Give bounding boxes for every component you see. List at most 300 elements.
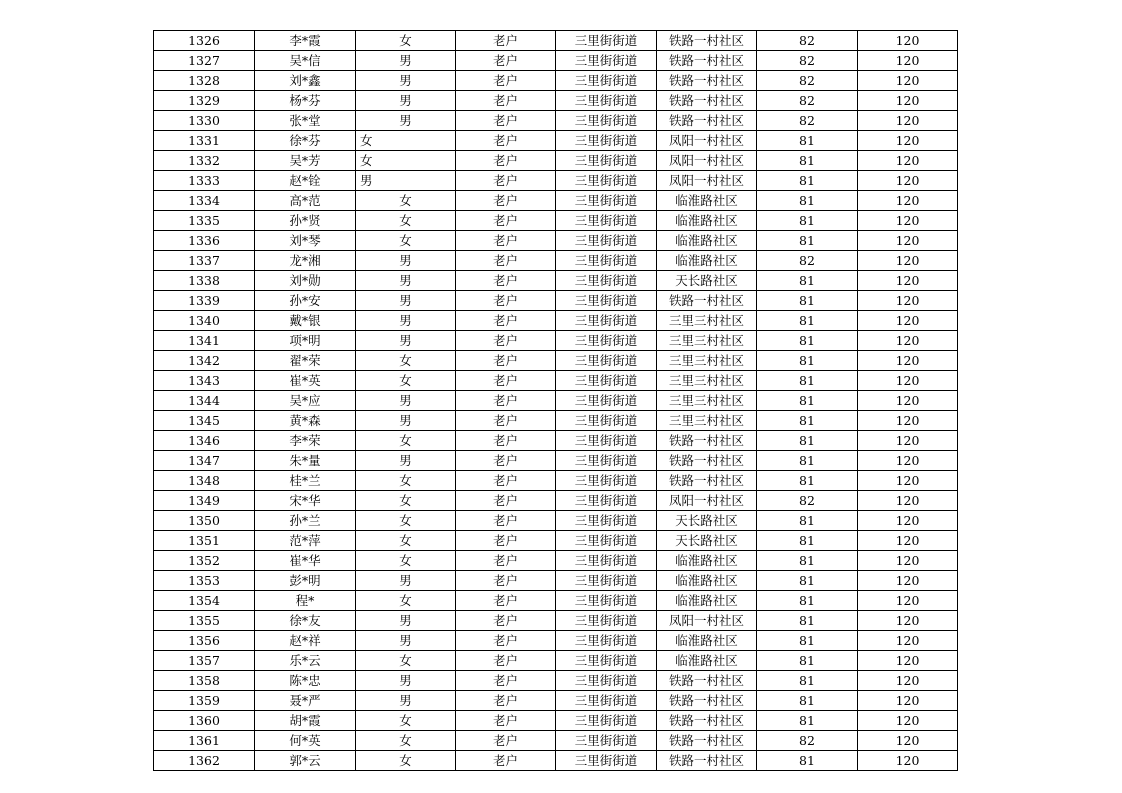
table-row (154, 711, 958, 731)
cell-id: 1342 (154, 351, 255, 371)
cell-id: 1347 (154, 451, 255, 471)
cell-street: 三里街街道 (556, 131, 657, 151)
cell-household-type: 老户 (456, 51, 556, 71)
cell-name: 崔*英 (255, 371, 356, 391)
cell-gender: 女 (356, 711, 456, 731)
cell-street: 三里街街道 (556, 751, 657, 771)
cell-community: 铁路一村社区 (657, 71, 757, 91)
table-row (154, 231, 958, 251)
table-row (154, 371, 958, 391)
cell-amount: 120 (858, 451, 958, 471)
cell-gender: 男 (356, 91, 456, 111)
cell-age: 81 (757, 371, 858, 391)
cell-amount: 120 (858, 311, 958, 331)
cell-community: 凤阳一村社区 (657, 171, 757, 191)
table-row (154, 651, 958, 671)
table-row (154, 451, 958, 471)
cell-age: 81 (757, 511, 858, 531)
cell-id: 1327 (154, 51, 255, 71)
table-row (154, 671, 958, 691)
cell-name: 戴*银 (255, 311, 356, 331)
table-row (154, 471, 958, 491)
cell-household-type: 老户 (456, 631, 556, 651)
cell-amount: 120 (858, 651, 958, 671)
cell-age: 81 (757, 611, 858, 631)
cell-gender: 男 (356, 111, 456, 131)
cell-id: 1333 (154, 171, 255, 191)
cell-community: 铁路一村社区 (657, 451, 757, 471)
cell-gender: 女 (356, 191, 456, 211)
cell-name: 龙*湘 (255, 251, 356, 271)
cell-id: 1360 (154, 711, 255, 731)
cell-community: 临淮路社区 (657, 191, 757, 211)
cell-age: 81 (757, 391, 858, 411)
cell-id: 1352 (154, 551, 255, 571)
cell-community: 临淮路社区 (657, 571, 757, 591)
cell-community: 临淮路社区 (657, 211, 757, 231)
cell-amount: 120 (858, 151, 958, 171)
cell-id: 1356 (154, 631, 255, 651)
cell-amount: 120 (858, 291, 958, 311)
cell-age: 81 (757, 691, 858, 711)
cell-amount: 120 (858, 611, 958, 631)
cell-amount: 120 (858, 431, 958, 451)
cell-community: 铁路一村社区 (657, 111, 757, 131)
cell-name: 翟*荣 (255, 351, 356, 371)
cell-household-type: 老户 (456, 291, 556, 311)
cell-street: 三里街街道 (556, 171, 657, 191)
cell-street: 三里街街道 (556, 431, 657, 451)
cell-age: 81 (757, 331, 858, 351)
cell-id: 1336 (154, 231, 255, 251)
cell-name: 徐*友 (255, 611, 356, 631)
cell-community: 临淮路社区 (657, 651, 757, 671)
cell-id: 1353 (154, 571, 255, 591)
cell-age: 81 (757, 271, 858, 291)
cell-household-type: 老户 (456, 151, 556, 171)
cell-gender: 女 (356, 211, 456, 231)
cell-gender: 女 (356, 31, 456, 51)
cell-gender: 女 (356, 651, 456, 671)
cell-household-type: 老户 (456, 591, 556, 611)
cell-amount: 120 (858, 691, 958, 711)
cell-gender: 男 (356, 611, 456, 631)
cell-gender: 男 (356, 671, 456, 691)
table-row (154, 391, 958, 411)
cell-id: 1341 (154, 331, 255, 351)
cell-household-type: 老户 (456, 731, 556, 751)
cell-street: 三里街街道 (556, 51, 657, 71)
cell-household-type: 老户 (456, 411, 556, 431)
cell-street: 三里街街道 (556, 671, 657, 691)
cell-id: 1328 (154, 71, 255, 91)
cell-household-type: 老户 (456, 751, 556, 771)
cell-id: 1326 (154, 31, 255, 51)
cell-id: 1345 (154, 411, 255, 431)
cell-gender: 女 (356, 591, 456, 611)
table-row (154, 171, 958, 191)
cell-community: 三里三村社区 (657, 331, 757, 351)
cell-age: 81 (757, 531, 858, 551)
cell-name: 乐*云 (255, 651, 356, 671)
cell-amount: 120 (858, 91, 958, 111)
cell-community: 凤阳一村社区 (657, 491, 757, 511)
cell-age: 81 (757, 211, 858, 231)
cell-amount: 120 (858, 231, 958, 251)
cell-id: 1334 (154, 191, 255, 211)
cell-gender: 男 (356, 291, 456, 311)
cell-street: 三里街街道 (556, 191, 657, 211)
cell-id: 1337 (154, 251, 255, 271)
cell-community: 三里三村社区 (657, 391, 757, 411)
cell-household-type: 老户 (456, 451, 556, 471)
cell-community: 铁路一村社区 (657, 471, 757, 491)
cell-amount: 120 (858, 191, 958, 211)
cell-community: 凤阳一村社区 (657, 131, 757, 151)
cell-street: 三里街街道 (556, 271, 657, 291)
cell-street: 三里街街道 (556, 291, 657, 311)
cell-community: 铁路一村社区 (657, 711, 757, 731)
cell-household-type: 老户 (456, 491, 556, 511)
cell-household-type: 老户 (456, 511, 556, 531)
cell-amount: 120 (858, 211, 958, 231)
cell-age: 81 (757, 131, 858, 151)
cell-household-type: 老户 (456, 31, 556, 51)
cell-gender: 女 (356, 511, 456, 531)
cell-age: 81 (757, 171, 858, 191)
cell-household-type: 老户 (456, 531, 556, 551)
cell-amount: 120 (858, 551, 958, 571)
cell-community: 铁路一村社区 (657, 671, 757, 691)
cell-gender: 女 (356, 751, 456, 771)
cell-name: 郭*云 (255, 751, 356, 771)
cell-street: 三里街街道 (556, 91, 657, 111)
cell-street: 三里街街道 (556, 551, 657, 571)
cell-community: 铁路一村社区 (657, 91, 757, 111)
table-row (154, 571, 958, 591)
table-row (154, 271, 958, 291)
cell-amount: 120 (858, 31, 958, 51)
cell-age: 82 (757, 51, 858, 71)
cell-amount: 120 (858, 491, 958, 511)
cell-community: 三里三村社区 (657, 311, 757, 331)
cell-name: 聂*严 (255, 691, 356, 711)
cell-community: 凤阳一村社区 (657, 151, 757, 171)
cell-id: 1361 (154, 731, 255, 751)
cell-amount: 120 (858, 591, 958, 611)
cell-name: 宋*华 (255, 491, 356, 511)
cell-age: 82 (757, 71, 858, 91)
cell-age: 81 (757, 191, 858, 211)
cell-age: 81 (757, 571, 858, 591)
cell-household-type: 老户 (456, 231, 556, 251)
cell-community: 铁路一村社区 (657, 291, 757, 311)
cell-id: 1354 (154, 591, 255, 611)
cell-age: 82 (757, 111, 858, 131)
cell-amount: 120 (858, 391, 958, 411)
cell-street: 三里街街道 (556, 571, 657, 591)
cell-name: 李*霞 (255, 31, 356, 51)
cell-community: 凤阳一村社区 (657, 611, 757, 631)
cell-id: 1344 (154, 391, 255, 411)
cell-amount: 120 (858, 111, 958, 131)
cell-id: 1355 (154, 611, 255, 631)
cell-gender: 女 (356, 151, 456, 171)
cell-id: 1339 (154, 291, 255, 311)
cell-age: 81 (757, 671, 858, 691)
cell-household-type: 老户 (456, 131, 556, 151)
cell-gender: 男 (356, 391, 456, 411)
cell-amount: 120 (858, 51, 958, 71)
cell-community: 天长路社区 (657, 271, 757, 291)
table-row (154, 291, 958, 311)
cell-age: 81 (757, 651, 858, 671)
cell-household-type: 老户 (456, 471, 556, 491)
cell-amount: 120 (858, 631, 958, 651)
cell-amount: 120 (858, 531, 958, 551)
cell-id: 1335 (154, 211, 255, 231)
cell-name: 刘*勋 (255, 271, 356, 291)
cell-community: 铁路一村社区 (657, 31, 757, 51)
cell-street: 三里街街道 (556, 371, 657, 391)
cell-amount: 120 (858, 711, 958, 731)
cell-community: 天长路社区 (657, 511, 757, 531)
cell-age: 82 (757, 491, 858, 511)
cell-amount: 120 (858, 271, 958, 291)
cell-name: 高*范 (255, 191, 356, 211)
cell-street: 三里街街道 (556, 251, 657, 271)
cell-household-type: 老户 (456, 691, 556, 711)
cell-id: 1343 (154, 371, 255, 391)
cell-gender: 女 (356, 491, 456, 511)
cell-amount: 120 (858, 71, 958, 91)
cell-household-type: 老户 (456, 331, 556, 351)
cell-name: 朱*量 (255, 451, 356, 471)
cell-household-type: 老户 (456, 71, 556, 91)
cell-id: 1359 (154, 691, 255, 711)
cell-street: 三里街街道 (556, 71, 657, 91)
cell-name: 黄*森 (255, 411, 356, 431)
cell-community: 铁路一村社区 (657, 751, 757, 771)
cell-name: 赵*铨 (255, 171, 356, 191)
table-row (154, 91, 958, 111)
cell-age: 81 (757, 151, 858, 171)
table-row (154, 351, 958, 371)
table-row (154, 691, 958, 711)
cell-id: 1362 (154, 751, 255, 771)
cell-age: 81 (757, 231, 858, 251)
roster-table (153, 30, 958, 771)
cell-id: 1331 (154, 131, 255, 151)
cell-household-type: 老户 (456, 91, 556, 111)
cell-street: 三里街街道 (556, 491, 657, 511)
cell-age: 81 (757, 551, 858, 571)
cell-name: 刘*琴 (255, 231, 356, 251)
cell-community: 三里三村社区 (657, 411, 757, 431)
cell-age: 82 (757, 731, 858, 751)
cell-street: 三里街街道 (556, 411, 657, 431)
cell-gender: 男 (356, 631, 456, 651)
cell-age: 82 (757, 31, 858, 51)
table-row (154, 511, 958, 531)
cell-street: 三里街街道 (556, 151, 657, 171)
cell-name: 吴*信 (255, 51, 356, 71)
table-row (154, 51, 958, 71)
cell-gender: 女 (356, 731, 456, 751)
cell-household-type: 老户 (456, 671, 556, 691)
cell-street: 三里街街道 (556, 711, 657, 731)
cell-name: 彭*明 (255, 571, 356, 591)
cell-name: 刘*鑫 (255, 71, 356, 91)
cell-age: 81 (757, 591, 858, 611)
cell-id: 1349 (154, 491, 255, 511)
cell-gender: 男 (356, 251, 456, 271)
cell-id: 1338 (154, 271, 255, 291)
cell-household-type: 老户 (456, 351, 556, 371)
cell-name: 程* (255, 591, 356, 611)
cell-community: 临淮路社区 (657, 631, 757, 651)
cell-amount: 120 (858, 171, 958, 191)
cell-street: 三里街街道 (556, 731, 657, 751)
cell-gender: 男 (356, 271, 456, 291)
table-row (154, 251, 958, 271)
cell-gender: 女 (356, 551, 456, 571)
cell-id: 1348 (154, 471, 255, 491)
cell-age: 81 (757, 431, 858, 451)
cell-name: 吴*应 (255, 391, 356, 411)
cell-community: 天长路社区 (657, 531, 757, 551)
cell-id: 1329 (154, 91, 255, 111)
cell-gender: 女 (356, 431, 456, 451)
cell-household-type: 老户 (456, 551, 556, 571)
cell-id: 1358 (154, 671, 255, 691)
cell-community: 铁路一村社区 (657, 51, 757, 71)
cell-street: 三里街街道 (556, 231, 657, 251)
cell-amount: 120 (858, 251, 958, 271)
cell-age: 81 (757, 291, 858, 311)
cell-name: 李*荣 (255, 431, 356, 451)
cell-age: 81 (757, 471, 858, 491)
cell-name: 吴*芳 (255, 151, 356, 171)
cell-community: 铁路一村社区 (657, 431, 757, 451)
cell-household-type: 老户 (456, 571, 556, 591)
cell-age: 81 (757, 411, 858, 431)
cell-gender: 女 (356, 231, 456, 251)
cell-street: 三里街街道 (556, 331, 657, 351)
table-row (154, 311, 958, 331)
table-row (154, 211, 958, 231)
cell-household-type: 老户 (456, 711, 556, 731)
cell-street: 三里街街道 (556, 631, 657, 651)
table-row (154, 631, 958, 651)
cell-gender: 男 (356, 171, 456, 191)
cell-household-type: 老户 (456, 111, 556, 131)
cell-gender: 女 (356, 471, 456, 491)
cell-street: 三里街街道 (556, 311, 657, 331)
cell-name: 范*萍 (255, 531, 356, 551)
table-row (154, 191, 958, 211)
cell-amount: 120 (858, 131, 958, 151)
cell-street: 三里街街道 (556, 111, 657, 131)
cell-street: 三里街街道 (556, 351, 657, 371)
cell-amount: 120 (858, 371, 958, 391)
cell-street: 三里街街道 (556, 591, 657, 611)
cell-age: 81 (757, 351, 858, 371)
cell-gender: 男 (356, 51, 456, 71)
cell-gender: 男 (356, 451, 456, 471)
cell-community: 临淮路社区 (657, 251, 757, 271)
cell-household-type: 老户 (456, 271, 556, 291)
cell-age: 81 (757, 631, 858, 651)
cell-name: 陈*忠 (255, 671, 356, 691)
cell-age: 81 (757, 311, 858, 331)
cell-gender: 女 (356, 351, 456, 371)
cell-street: 三里街街道 (556, 691, 657, 711)
cell-age: 81 (757, 711, 858, 731)
cell-gender: 女 (356, 131, 456, 151)
table-row (154, 731, 958, 751)
cell-community: 铁路一村社区 (657, 731, 757, 751)
table-row (154, 111, 958, 131)
table-row (154, 551, 958, 571)
table-row (154, 491, 958, 511)
cell-id: 1357 (154, 651, 255, 671)
table-row (154, 431, 958, 451)
table-row (154, 591, 958, 611)
table-row (154, 411, 958, 431)
cell-amount: 120 (858, 571, 958, 591)
table-row (154, 531, 958, 551)
cell-gender: 男 (356, 331, 456, 351)
cell-name: 杨*芬 (255, 91, 356, 111)
cell-id: 1340 (154, 311, 255, 331)
cell-household-type: 老户 (456, 171, 556, 191)
cell-id: 1330 (154, 111, 255, 131)
cell-amount: 120 (858, 331, 958, 351)
cell-age: 82 (757, 91, 858, 111)
cell-amount: 120 (858, 351, 958, 371)
cell-household-type: 老户 (456, 371, 556, 391)
cell-name: 胡*霞 (255, 711, 356, 731)
cell-id: 1332 (154, 151, 255, 171)
cell-id: 1350 (154, 511, 255, 531)
cell-name: 孙*安 (255, 291, 356, 311)
cell-name: 桂*兰 (255, 471, 356, 491)
cell-street: 三里街街道 (556, 211, 657, 231)
cell-street: 三里街街道 (556, 451, 657, 471)
cell-name: 徐*芬 (255, 131, 356, 151)
cell-street: 三里街街道 (556, 531, 657, 551)
cell-gender: 男 (356, 311, 456, 331)
table-row (154, 611, 958, 631)
cell-name: 孙*兰 (255, 511, 356, 531)
cell-name: 崔*华 (255, 551, 356, 571)
cell-household-type: 老户 (456, 191, 556, 211)
cell-amount: 120 (858, 511, 958, 531)
table-row (154, 151, 958, 171)
cell-household-type: 老户 (456, 391, 556, 411)
cell-household-type: 老户 (456, 431, 556, 451)
cell-gender: 女 (356, 371, 456, 391)
cell-name: 赵*祥 (255, 631, 356, 651)
cell-amount: 120 (858, 671, 958, 691)
cell-household-type: 老户 (456, 611, 556, 631)
cell-street: 三里街街道 (556, 511, 657, 531)
cell-community: 铁路一村社区 (657, 691, 757, 711)
cell-community: 临淮路社区 (657, 231, 757, 251)
table-row (154, 31, 958, 51)
roster-table-body (154, 31, 958, 771)
